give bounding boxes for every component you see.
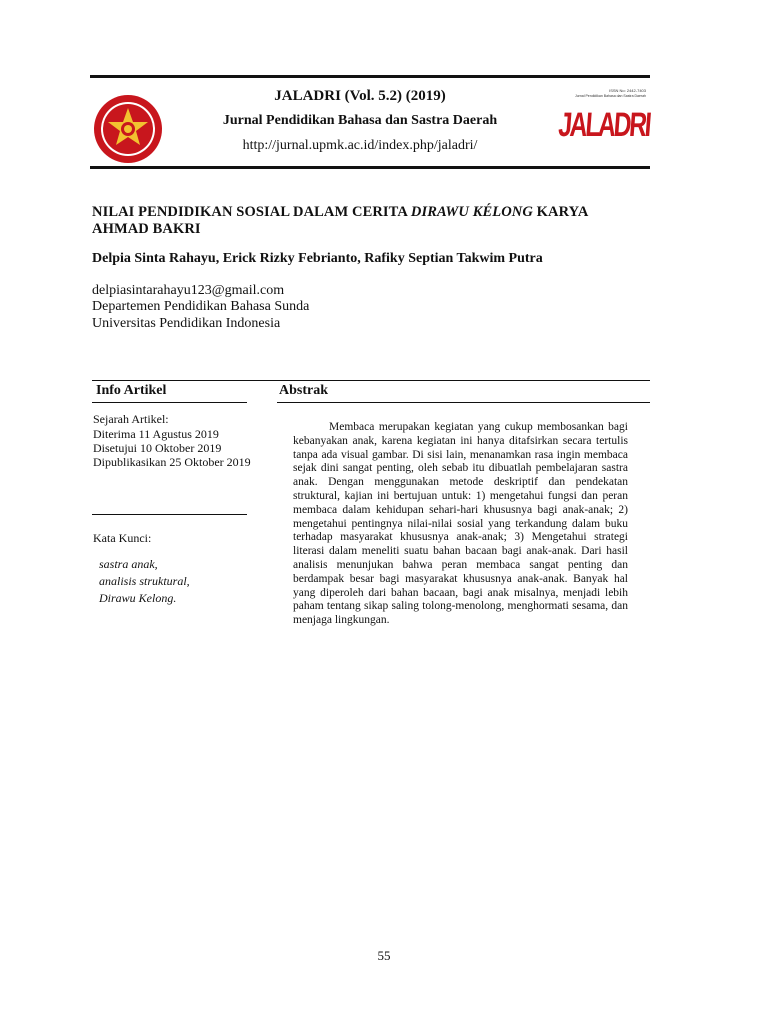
accepted-date: Disetujui 10 Oktober 2019 bbox=[93, 441, 222, 455]
university-emblem-icon bbox=[92, 93, 164, 165]
logo-small-text-1: ISSN No: 2442-7403 bbox=[609, 88, 646, 93]
author-email[interactable]: delpiasintarahayu123@gmail.com bbox=[92, 283, 285, 298]
page-number: 55 bbox=[377, 948, 391, 963]
info-heading: Info Artikel bbox=[96, 383, 167, 398]
keyword-item: Dirawu Kelong. bbox=[99, 591, 177, 605]
abstract-text: Membaca merupakan kegiatan yang cukup membosankan bagi kebanyakan anak, karena kegiatan ini hanya ditafsirkan secara tertulis tanpa ada visual gambar. Di sisi lain, menanamkan rasa ingin membaca sejak dini sangat penting, oleh sebab itu dibuatlah pembelajaran sastra anak. Dengan menggunakan metode deskriptif dan pendekatan struktural, kajian ini bertujuan untuk: 1) mengetahui fungsi dan peran membaca dalam kehidupan sehari-hari khususnya bagi anak-anak; 2) mengetahui pentingnya nilai-nilai sosial yang terkandung dalam buku terhadap masyarakat khususnya anak-anak; 3) Mengetahui strategi literasi dalam meneliti suatu bahan bacaan bagi anak-anak. Dari hasil analisis menunjukan bahwa peran membaca sangat penting dan berdampak besar bagi masyarakat khususnya anak-anak. Banyak hal yang diperoleh dari bahan bacaan, bagi anak misalnya, menjadi lebih paham tentang sikap saling tolong-menolong, menghormati sesama, dan menjaga lingkungan. bbox=[293, 421, 628, 627]
jaladri-logo bbox=[557, 88, 651, 158]
journal-volume: JALADRI (Vol. 5.2) (2019) bbox=[274, 88, 446, 104]
received-date: Diterima 11 Agustus 2019 bbox=[93, 427, 219, 441]
journal-url[interactable]: http://jurnal.upmk.ac.id/index.php/jaladri/ bbox=[242, 138, 478, 153]
info-history-rule bbox=[92, 514, 247, 515]
keywords-label: Kata Kunci: bbox=[93, 531, 152, 545]
university: Universitas Pendidikan Indonesia bbox=[92, 316, 281, 331]
logo-small-text-2: Jurnal Pendidikan Bahasa dan Sastra Daerah bbox=[574, 94, 646, 98]
published-date: Dipublikasikan 25 Oktober 2019 bbox=[93, 455, 251, 469]
authors: Delpia Sinta Rahayu, Erick Rizky Febrianto, Rafiky Septian Takwim Putra bbox=[92, 251, 543, 266]
article-title: NILAI PENDIDIKAN SOSIAL DALAM CERITA DIRAWU KÉLONG KARYA AHMAD BAKRI bbox=[92, 204, 589, 237]
department: Departemen Pendidikan Bahasa Sunda bbox=[92, 299, 310, 314]
header-bottom-rule bbox=[90, 166, 650, 169]
section-top-rule bbox=[92, 380, 650, 381]
logo-wordmark: JALADRI bbox=[557, 106, 651, 144]
info-heading-rule bbox=[92, 402, 247, 403]
header-top-rule bbox=[90, 75, 650, 78]
abstract-heading: Abstrak bbox=[279, 383, 329, 398]
abstract-heading-rule bbox=[277, 402, 650, 403]
history-label: Sejarah Artikel: bbox=[93, 412, 169, 426]
journal-name: Jurnal Pendidikan Bahasa dan Sastra Daerah bbox=[222, 113, 498, 128]
keyword-item: analisis struktural, bbox=[99, 574, 190, 588]
keyword-item: sastra anak, bbox=[99, 557, 158, 571]
